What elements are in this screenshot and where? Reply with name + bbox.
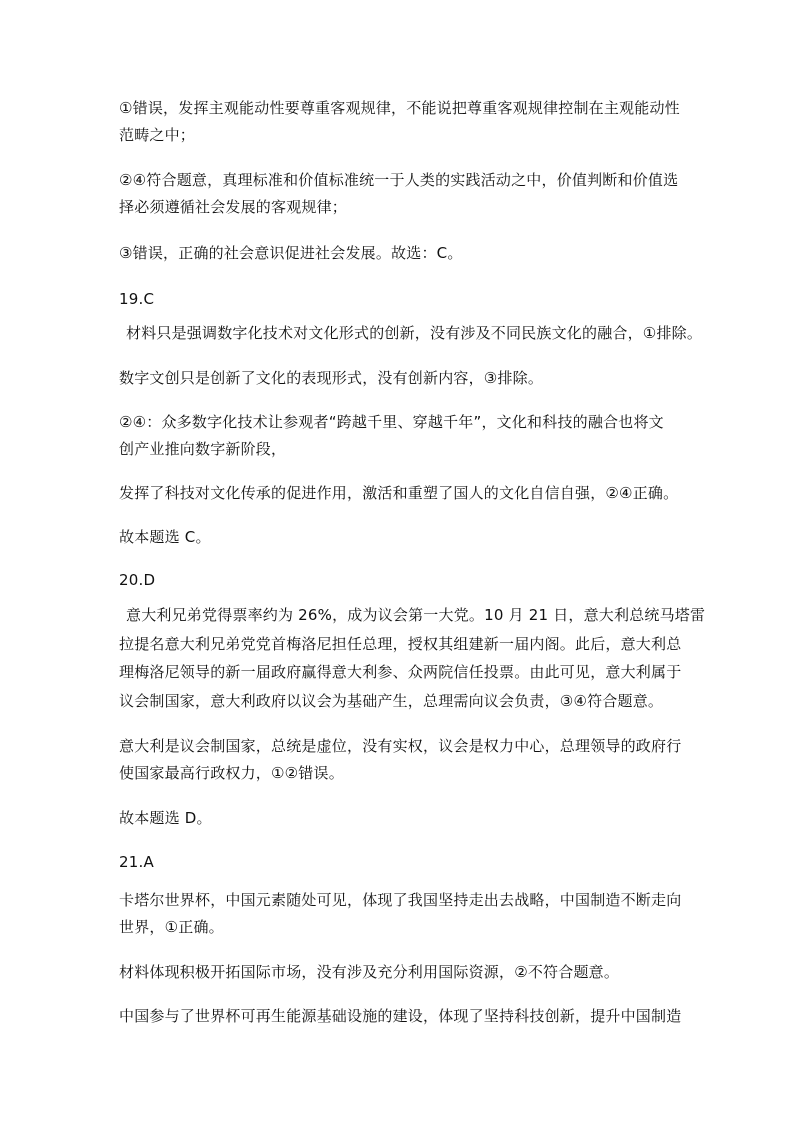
text-line: 意大利兄弟党得票率约为 26%，成为议会第一大党。10 月 21 日，意大利总统马塔雷 [126, 606, 706, 624]
text-line: 拉提名意大利兄弟党党首梅洛尼担任总理，授权其组建新一届内阁。此后，意大利总 [119, 635, 682, 653]
text-line: 材料体现积极开拓国际市场，没有涉及充分利用国际资源，②不符合题意。 [119, 963, 620, 981]
text-line: 世界，①正确。 [119, 918, 224, 936]
text-line: 议会制国家，意大利政府以议会为基础产生，总理需向议会负责，③④符合题意。 [119, 692, 664, 710]
text-line: ③错误，正确的社会意识促进社会发展。故选：C。 [119, 244, 463, 262]
question-number: 19.C [119, 290, 155, 308]
question-number: 20.D [119, 571, 156, 589]
text-line: 理梅洛尼领导的新一届政府赢得意大利参、众两院信任投票。由此可见，意大利属于 [119, 663, 682, 681]
text-line: 卡塔尔世界杯，中国元素随处可见，体现了我国坚持走出去战略，中国制造不断走向 [119, 891, 682, 909]
text-line: 范畴之中； [119, 126, 196, 144]
text-line: 择必须遵循社会发展的客观规律； [119, 198, 348, 216]
text-line: 创产业推向数字新阶段， [119, 440, 287, 458]
text-line: 材料只是强调数字化技术对文化形式的创新，没有涉及不同民族文化的融合，①排除。 [126, 324, 703, 342]
text-line: ②④：众多数字化技术让参观者“跨越千里、穿越千年”，文化和科技的融合也将文 [119, 413, 664, 431]
text-line: ①错误，发挥主观能动性要尊重客观规律，不能说把尊重客观规律控制在主观能动性 [119, 99, 680, 117]
question-number: 21.A [119, 853, 154, 871]
text-line: 意大利是议会制国家，总统是虚位，没有实权，议会是权力中心，总理领导的政府行 [119, 737, 682, 755]
text-line: 数字文创只是创新了文化的表现形式，没有创新内容，③排除。 [119, 369, 544, 387]
text-line: ②④符合题意，真理标准和价值标准统一于人类的实践活动之中，价值判断和价值选 [119, 171, 679, 189]
text-line: 故本题选 D。 [119, 809, 212, 827]
text-line: 发挥了科技对文化传承的促进作用，激活和重塑了国人的文化自信自强，②④正确。 [119, 484, 679, 502]
text-line: 中国参与了世界杯可再生能源基础设施的建设，体现了坚持科技创新，提升中国制造 [119, 1007, 682, 1025]
text-line: 使国家最高行政权力，①②错误。 [119, 764, 344, 782]
text-line: 故本题选 C。 [119, 528, 211, 546]
